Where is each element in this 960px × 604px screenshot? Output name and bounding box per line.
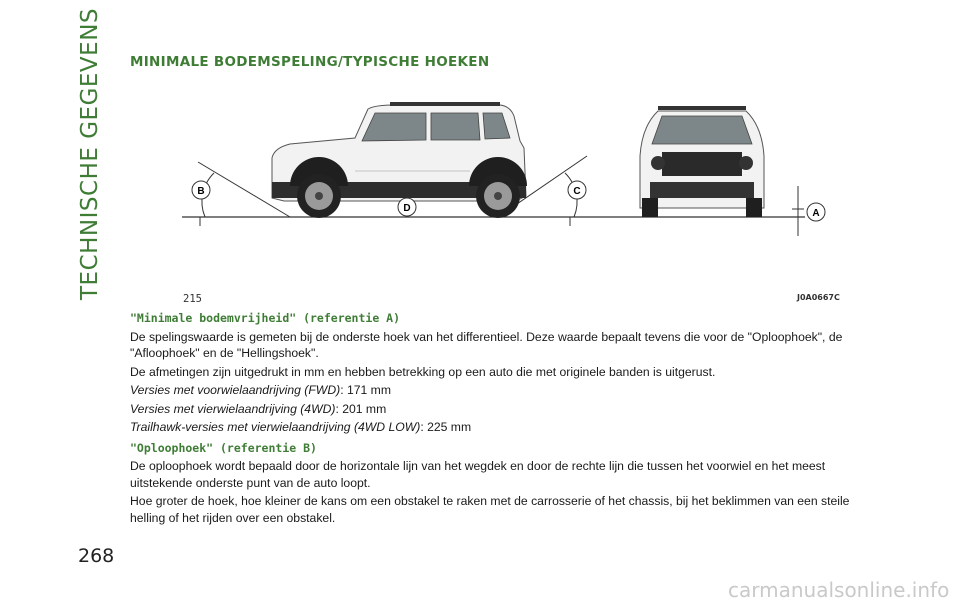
main-content xyxy=(130,310,870,528)
label-d-callout xyxy=(398,198,416,216)
paragraph: Hoe groter de hoek, hoe kleiner de kans om een obstakel te raken met de carrosserie of het chassis, bij het beklimmen van een steile helling of het rijden over een obstakel. xyxy=(130,494,850,525)
heading-approach-angle: "Oploophoek" (referentie B) xyxy=(130,440,317,455)
spec-value: : 201 mm xyxy=(335,401,387,416)
spec-trailhawk xyxy=(130,419,870,436)
label-b: B xyxy=(197,186,205,197)
vehicle-side-view xyxy=(272,102,527,218)
figure-code: J0A0667C xyxy=(797,293,840,302)
figure-ground-clearance xyxy=(180,86,836,306)
paragraph: De spelingswaarde is gemeten bij de onderste hoek van het differentieel. Deze waarde bepaalt tevens die voor de "Oploophoek", de "Afloophoek" en de "Hellingshoek". xyxy=(130,329,843,360)
vehicle-front-view xyxy=(640,106,764,217)
figure-number: 215 xyxy=(183,293,202,305)
label-a: A xyxy=(812,208,820,219)
label-c: C xyxy=(573,186,581,197)
watermark: carmanualsonline.info xyxy=(728,578,950,602)
chapter-title: TECHNISCHE GEGEVENS xyxy=(77,7,103,300)
spec-value: : 171 mm xyxy=(340,383,391,397)
label-c-callout xyxy=(568,181,586,199)
heading-ground-clearance: "Minimale bodemvrijheid" (referentie A) xyxy=(130,311,401,325)
spec-label: Versies met vierwielaandrijving (4WD) xyxy=(130,401,336,416)
label-b-callout xyxy=(192,181,210,199)
spec-fwd xyxy=(130,382,870,399)
paragraph: De afmetingen zijn uitgedrukt in mm en hebben betrekking op een auto die met originele banden is uitgerust. xyxy=(130,364,716,379)
spec-label: Versies met voorwielaandrijving (FWD) xyxy=(130,383,341,397)
spec-4wd xyxy=(130,401,870,418)
paragraph: De oploophoek wordt bepaald door de horizontale lijn van het wegdek en door de rechte lijn die tussen het voorwiel en het meest uitstekende onderste punt van de auto loopt. xyxy=(130,459,826,490)
label-d: D xyxy=(403,203,411,214)
spec-label: Trailhawk-versies met vierwielaandrijving (4WD LOW) xyxy=(130,420,421,434)
label-a-callout xyxy=(807,203,825,221)
page-number: 268 xyxy=(78,545,115,567)
section-title: MINIMALE BODEMSPELING/TYPISCHE HOEKEN xyxy=(130,54,490,70)
spec-value: : 225 mm xyxy=(420,420,472,434)
vehicle-diagram xyxy=(180,86,836,306)
